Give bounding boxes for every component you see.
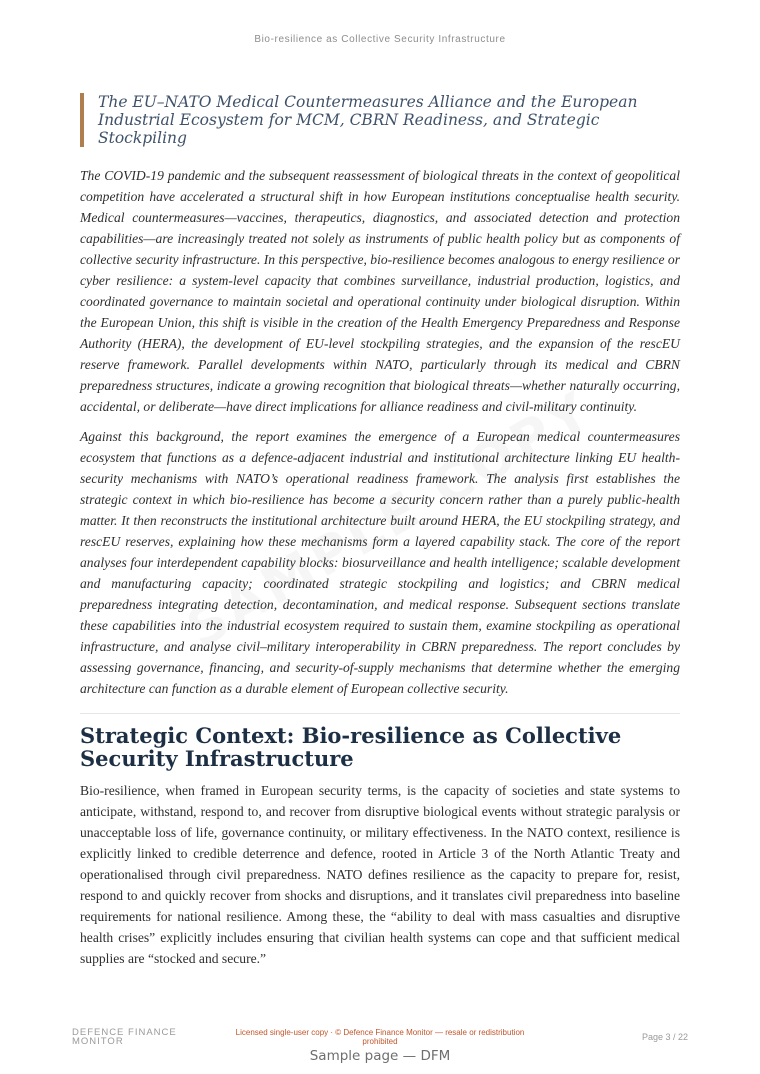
page-content (80, 93, 680, 978)
section-divider (80, 713, 680, 714)
callout-title: The EU–NATO Medical Countermeasures Alliance and the European Industrial Ecosystem for MCM, CBRN Readiness, and Strategic Stockpiling (80, 93, 680, 147)
sample-page-label: Sample page — DFM (309, 1048, 451, 1064)
page-number: Page 3 / 22 (641, 1032, 688, 1042)
footer-brand (72, 1028, 192, 1046)
running-header: Bio-resilience as Collective Security Infrastructure (254, 34, 506, 45)
section-title: Strategic Context: Bio-resilience as Collective Security Infrastructure (80, 723, 622, 771)
footer-brand-line-2: MONITOR (72, 1036, 124, 1047)
footer-license: Licensed single-user copy · © Defence Finance Monitor — resale or redistribution prohibited (235, 1028, 525, 1046)
footer-brand-line-1: DEFENCE FINANCE (72, 1027, 177, 1038)
intro-paragraph-2: Against this background, the report examines the emergence of a European medical countermeasures ecosystem that functions as a defence-adjacent industrial and institutional architecture linking EU health-security mechanisms with NATO’s operational readiness framework. The analysis first establishes the strategic context in which bio-resilience has become a security concern rather than a purely public-health matter. It then reconstructs the institutional architecture built around HERA, the EU stockpiling strategy, and rescEU reserves, explaining how these mechanisms form a layered capability stack. The core of the report analyses four interdependent capability blocks: biosurveillance and health intelligence; scalable development and manufacturing capacity; coordinated strategic stockpiling and logistics; and CBRN medical preparedness integrating detection, decontamination, and medical response. Subsequent sections translate these capabilities into the industrial ecosystem required to sustain them, examine stockpiling as operational infrastructure, and analyse civil–military interoperability in CBRN preparedness. The report concludes by assessing governance, financing, and security-of-supply mechanisms that determine whether the emerging architecture can function as a durable element of European collective security. (80, 429, 680, 696)
intro-paragraph-1: The COVID-19 pandemic and the subsequent reassessment of biological threats in the context of geopolitical competition have accelerated a structural shift in how European institutions conceptualise health security. Medical countermeasures—vaccines, therapeutics, diagnostics, and associated detection and protection capabilities—are increasingly treated not solely as instruments of public health policy but as components of collective security infrastructure. In this perspective, bio-resilience becomes analogous to energy resilience or cyber resilience: a system-level capacity that combines surveillance, industrial production, logistics, and coordinated governance to maintain societal and operational continuity under biological disruption. Within the European Union, this shift is visible in the creation of the Health Emergency Preparedness and Response Authority (HERA), the development of EU-level stockpiling strategies, and the expansion of the rescEU reserve framework. Parallel developments within NATO, particularly through its medical and CBRN preparedness structures, indicate a growing recognition that biological threats—whether naturally occurring, accidental, or deliberate—have direct implications for alliance readiness and civil-military continuity. (80, 168, 680, 414)
section-paragraph: Bio-resilience, when framed in European security terms, is the capacity of societies and state systems to anticipate, withstand, respond to, and recover from disruptive biological events without strategic paralysis or unacceptable loss of life, governance continuity, or military effectiveness. In the NATO context, resilience is explicitly linked to credible deterrence and defence, rooted in Article 3 of the North Atlantic Treaty and operationalised through civil preparedness. NATO defines resilience as the capacity to prepare for, resist, respond to and quickly recover from shocks and disruptions, and it translates civil preparedness into baseline requirements for national resilience. Among these, the “ability to deal with mass casualties and disruptive health crises” explicitly includes ensuring that civilian health systems can cope and that sufficient medical supplies are “stocked and secure.” (80, 783, 680, 966)
